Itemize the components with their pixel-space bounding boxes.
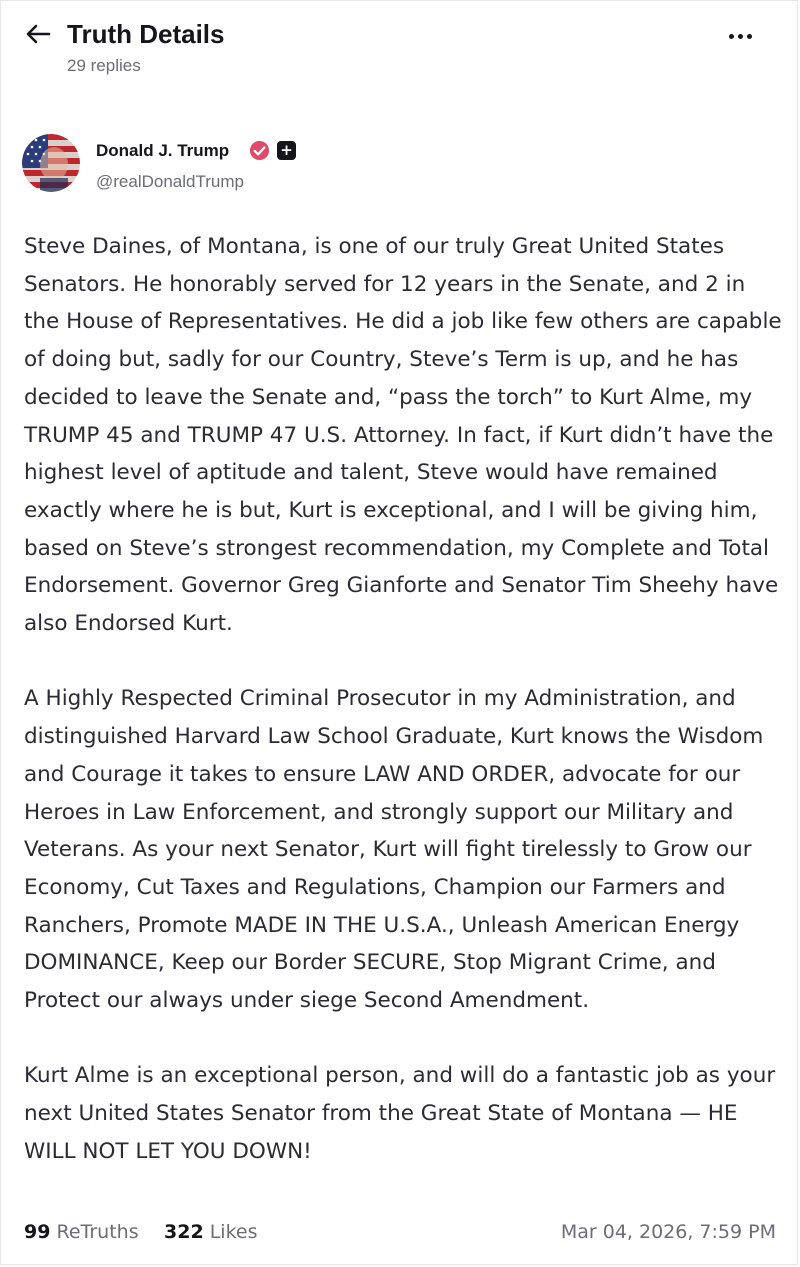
verified-badge-icon (249, 140, 270, 161)
post-paragraph: Kurt Alme is an exceptional person, and will do a fantastic job as your next United States Senator from the Great State of Montana — HE WILL NOT LET YOU DOWN! (24, 1063, 776, 1164)
replies-count[interactable]: 29 replies (67, 56, 141, 75)
avatar[interactable] (22, 134, 80, 192)
plus-badge-icon: + (277, 141, 296, 160)
page-header (0, 0, 800, 100)
page-title: Truth Details (67, 19, 225, 49)
post-timestamp[interactable]: Mar 04, 2026, 7:59 PM (560, 1221, 776, 1243)
likes-count: 322 (164, 1221, 204, 1243)
arrow-left-icon (25, 23, 51, 45)
retruths-count: 99 (24, 1221, 51, 1243)
author-row (22, 134, 722, 198)
likes-stat[interactable] (164, 1214, 258, 1250)
likes-label: Likes (209, 1221, 258, 1243)
author-name[interactable]: Donald J. Trump (96, 141, 230, 160)
more-dots-icon (729, 34, 734, 39)
retruths-label: ReTruths (56, 1221, 139, 1243)
post-footer (24, 1214, 776, 1250)
post-text (24, 228, 784, 1171)
author-handle[interactable]: @realDonaldTrump (96, 172, 244, 191)
post-paragraph: A Highly Respected Criminal Prosecutor in my Administration, and distinguished Harvard Law School Graduate, Kurt knows the Wisdom and Courage it takes to ensure LAW AND ORDER, advocate for our Heroes in Law Enforcement, and strongly support our Military and Veterans. As your next Senator, Kurt will fight tirelessly to Grow our Economy, Cut Taxes and Regulations, Champion our Farmers and Ranchers, Promote MADE IN THE U.S.A., Unleash American Energy DOMINANCE, Keep our Border SECURE, Stop Migrant Crime, and Protect our always under siege Second Amendment. (24, 686, 764, 1014)
more-options-button[interactable] (722, 22, 758, 50)
avatar-image (22, 134, 80, 192)
post-paragraph: Steve Daines, of Montana, is one of our truly Great United States Senators. He honorably served for 12 years in the Senate, and 2 in the House of Representatives. He did a job like few others are capable of doing but, sadly for our Country, Steve’s Term is up, and he has decided to leave the Senate and, “pass the torch” to Kurt Alme, my TRUMP 45 and TRUMP 47 U.S. Attorney. In fact, if Kurt didn’t have the highest level of aptitude and talent, Steve would have remained exactly where he is but, Kurt is exceptional, and I will be giving him, based on Steve’s strongest recommendation, my Complete and Total Endorsement. Governor Greg Gianforte and Senator Tim Sheehy have also Endorsed Kurt. (24, 234, 782, 637)
back-button[interactable] (22, 20, 54, 48)
retruths-stat[interactable] (24, 1214, 139, 1250)
